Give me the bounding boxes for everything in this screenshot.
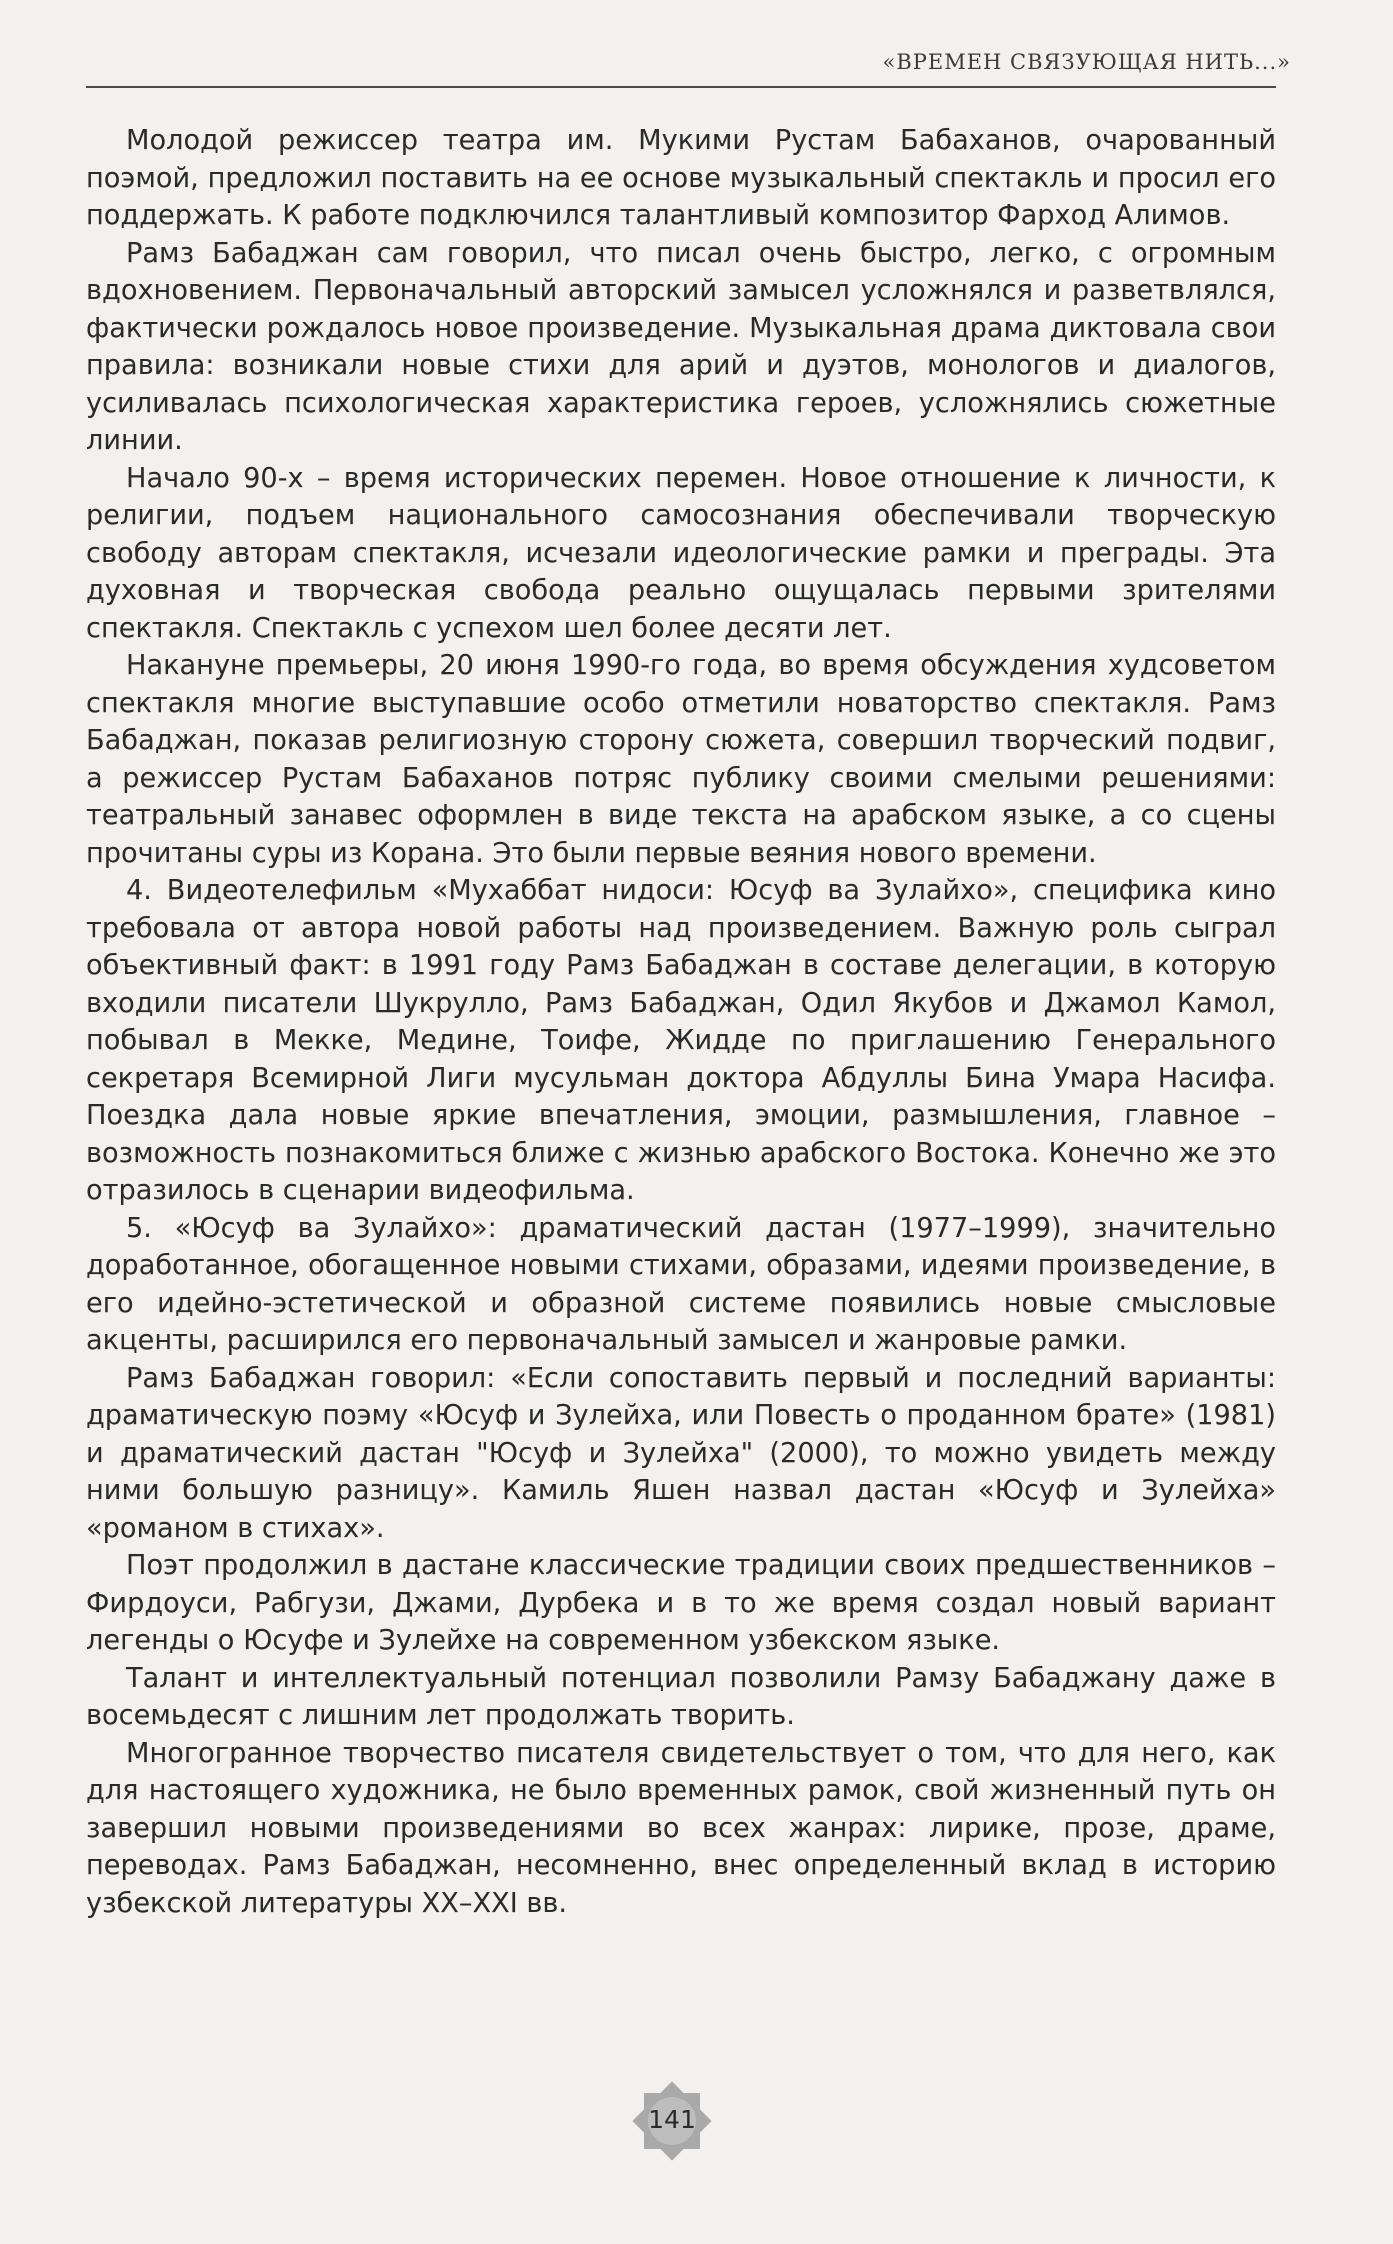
paragraph: Накануне премьеры, 20 июня 1990-го года, во время обсуждения худсоветом спектакля многие выступавшие особо отметили новаторство спектакля. Рамз Бабаджан, показав религиозную сторону сюжета, совершил творческий подвиг, а режиссер Рустам Бабаханов потряс публику своими смелыми решениями: театральный занавес оформлен в виде текста на арабском языке, а со сцены прочитаны суры из Корана. Это были первые веяния нового времени. [86, 650, 1276, 869]
paragraph: Многогранное творчество писателя свидетельствует о том, что для него, как для настоящего художника, не было временных рамок, свой жизненный путь он завершил новыми произведениями во всех жанрах: лирике, прозе, драме, переводах. Рамз Бабаджан, несомненно, внес определенный вклад в историю узбекской литературы XX–XXI вв. [86, 1737, 1276, 1919]
paragraph: Поэт продолжил в дастане классические традиции своих предшественников – Фирдоуси, Рабгузи, Джами, Дурбека и в то же время создал новый вариант легенды о Юсуфе и Зулейхе на современном узбекском языке. [86, 1550, 1276, 1656]
paragraph: Талант и интеллектуальный потенциал позволили Рамзу Бабаджану даже в восемьдесят с лишним лет продолжать творить. [86, 1662, 1276, 1731]
body-text [86, 122, 1276, 1922]
paragraph: Рамз Бабаджан сам говорил, что писал очень быстро, легко, с огромным вдохновением. Первоначальный авторский замысел усложнялся и разветвлялся, фактически рождалось новое произведение. Музыкальная драма диктовала свои правила: возникали новые стихи для арий и дуэтов, монологов и диалогов, усиливалась психологическая характеристика героев, усложнялись сюжетные линии. [86, 237, 1276, 456]
paragraph: 4. Видеотелефильм «Мухаббат нидоси: Юсуф ва Зулайхо», специфика кино требовала от автора новой работы над произведением. Важную роль сыграл объективный факт: в 1991 году Рамз Бабаджан в составе делегации, в которую входили писатели Шукрулло, Рамз Бабаджан, Одил Якубов и Джамол Камол, побывал в Мекке, Медине, Тоифе, Жидде по приглашению Генерального секретаря Всемирной Лиги мусульман доктора Абдуллы Бина Умара Насифа. Поездка дала новые яркие впечатления, эмоции, размышления, главное – возможность познакомиться ближе с жизнью арабского Востока. Конечно же это отразилось в сценарии видеофильма. [86, 875, 1276, 1206]
page-number: 141 [648, 2105, 696, 2134]
header-rule [86, 86, 1276, 88]
running-head: «ВРЕМЕН СВЯЗУЮЩАЯ НИТЬ...» [882, 50, 1291, 74]
page-number-badge [628, 2077, 716, 2165]
paragraph: Рамз Бабаджан говорил: «Если сопоставить первый и последний варианты: драматическую поэму «Юсуф и Зулейха, или Повесть о проданном брате» (1981) и драматический дастан "Юсуф и Зулейха" (2000), то можно увидеть между ними большую разницу». Камиль Яшен назвал дастан «Юсуф и Зулейха» «романом в стихах». [86, 1362, 1276, 1544]
paragraph: Молодой режиссер театра им. Мукими Рустам Бабаханов, очарованный поэмой, предложил поставить на ее основе музыкальный спектакль и просил его поддержать. К работе подключился талантливый композитор Фарход Алимов. [86, 125, 1276, 231]
paragraph: 5. «Юсуф ва Зулайхо»: драматический дастан (1977–1999), значительно доработанное, обогащенное новыми стихами, образами, идеями произведение, в его идейно-эстетической и образной системе появились новые смысловые акценты, расширился его первоначальный замысел и жанровые рамки. [86, 1212, 1276, 1356]
paragraph: Начало 90-х – время исторических перемен. Новое отношение к личности, к религии, подъем национального самосознания обеспечивали творческую свободу авторам спектакля, исчезали идеологические рамки и преграды. Эта духовная и творческая свобода реально ощущалась первыми зрителями спектакля. Спектакль с успехом шел более десяти лет. [86, 462, 1276, 644]
